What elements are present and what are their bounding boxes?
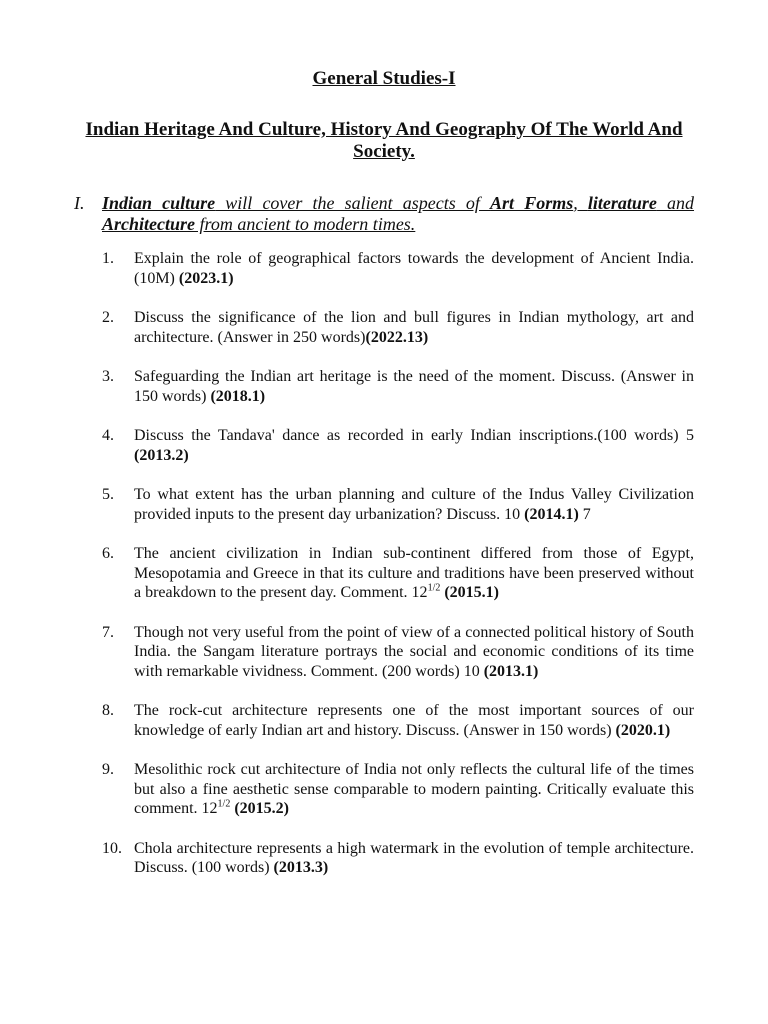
- fraction-superscript: 1/2: [217, 798, 231, 810]
- section-text-part: ,: [573, 193, 588, 213]
- question-item: [74, 308, 694, 347]
- page-subtitle: Indian Heritage And Culture, History And Geography Of The World And Society.: [85, 119, 683, 162]
- section-text-part: will cover the salient aspects of: [215, 193, 491, 213]
- question-year-code: (2015.1): [444, 584, 499, 601]
- question-year-code: (2020.1): [615, 721, 671, 739]
- question-item: [74, 367, 694, 406]
- question-text: Chola architecture represents a high watermark in the evolution of temple architecture. Discuss. (100 words) (2013.3): [134, 839, 694, 876]
- question-number: 3.: [102, 368, 114, 385]
- question-item: [74, 249, 694, 288]
- question-year-code: (2018.1): [210, 387, 266, 405]
- question-text: Though not very useful from the point of view of a connected political history of South India. the Sangam literature portrays the social and economic conditions of its time with remarkable vividness. Comment. (200 words) 10 (2013.1): [134, 623, 694, 680]
- section-number: I.: [74, 193, 85, 213]
- question-year-code: (2023.1): [178, 269, 234, 287]
- question-year-code: (2022.13): [365, 328, 429, 346]
- section-keyword: literature: [587, 193, 657, 213]
- question-number: 9.: [102, 761, 114, 778]
- page-title: General Studies-I: [312, 68, 456, 89]
- question-text: The ancient civilization in Indian sub-continent differed from those of Egypt, Mesopotamia and Greece in that its culture and traditions have been preserved without a breakdown to the present day. Comment. $12^{1/2}$ (2015.1): [134, 545, 694, 601]
- fraction-superscript: 1/2: [427, 582, 441, 594]
- section-keyword: Architecture: [102, 214, 195, 234]
- question-list: [74, 249, 694, 878]
- question-number: 8.: [102, 702, 114, 719]
- question-text: Discuss the Tandava' dance as recorded in early Indian inscriptions.(100 words) 5 (2013.2): [134, 427, 694, 464]
- section-text-part: from ancient to modern times.: [195, 214, 416, 234]
- question-number: 7.: [102, 623, 114, 641]
- question-year-code: (2015.2): [234, 800, 289, 817]
- question-text: Safeguarding the Indian art heritage is the need of the moment. Discuss. (Answer in 150 words) (2018.1): [134, 368, 694, 405]
- section-description: [102, 193, 694, 235]
- question-text: Discuss the significance of the lion and bull figures in Indian mythology, art and architecture. (Answer in 250 words)(2022.13): [134, 309, 694, 346]
- section-text-part: and: [656, 193, 695, 213]
- question-item: [74, 544, 694, 603]
- question-year-code: (2013.1): [483, 662, 539, 680]
- question-number: 2.: [102, 309, 114, 326]
- question-text: The rock-cut architecture represents one of the most important sources of our knowledge of early Indian art and history. Discuss. (Answer in 150 words) (2020.1): [134, 702, 694, 739]
- question-text: To what extent has the urban planning and culture of the Indus Valley Civilization provided inputs to the present day urbanization? Discuss. 10 (2014.1) 7: [134, 486, 694, 523]
- question-text: Mesolithic rock cut architecture of India not only reflects the cultural life of the times but also a fine aesthetic sense comparable to modern painting. Critically evaluate this comment. $12^{1/2}$ (2015.2): [134, 761, 694, 817]
- section-heading: [74, 193, 694, 235]
- question-item: [74, 485, 694, 524]
- question-year-code: (2014.1): [524, 505, 579, 523]
- question-year-code: (2013.2): [134, 446, 189, 464]
- question-number: 6.: [102, 545, 114, 562]
- question-item: [74, 701, 694, 740]
- question-item: [74, 426, 694, 465]
- question-number: 10.: [102, 839, 122, 857]
- question-number: 5.: [102, 486, 114, 503]
- question-item: [74, 839, 694, 878]
- question-number: 1.: [102, 250, 114, 267]
- section-keyword: Indian culture: [102, 193, 216, 213]
- section-keyword: Art Forms: [490, 193, 574, 213]
- question-year-code: (2013.3): [273, 859, 329, 876]
- question-item: [74, 760, 694, 819]
- question-tail: 7: [578, 505, 591, 523]
- question-item: [74, 623, 694, 682]
- question-number: 4.: [102, 427, 114, 444]
- question-text: Explain the role of geographical factors towards the development of Ancient India. (10M) (2023.1): [134, 250, 694, 287]
